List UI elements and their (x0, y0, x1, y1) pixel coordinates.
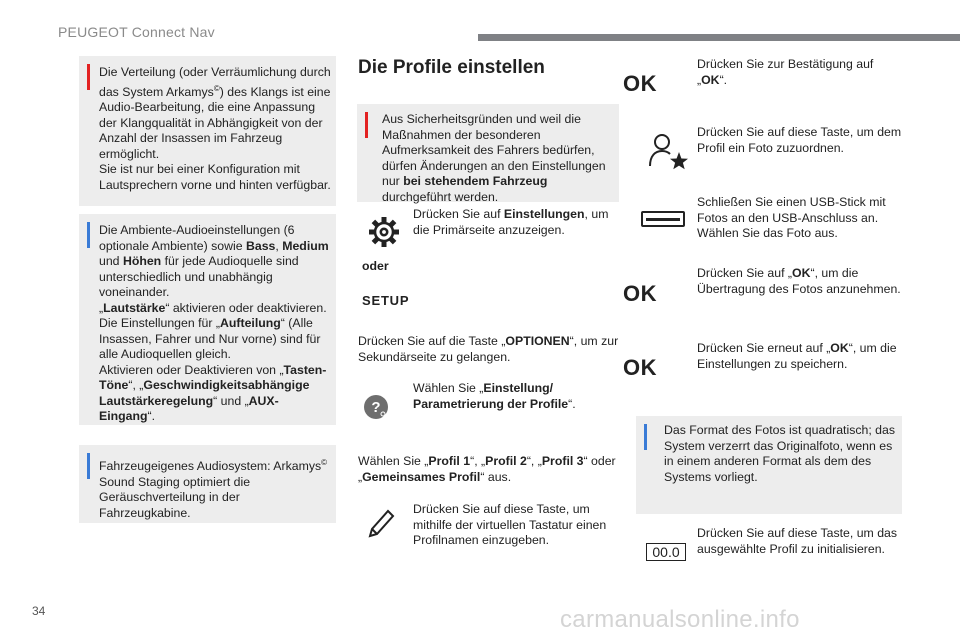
svg-text:?: ? (371, 399, 381, 416)
warning-marker (87, 64, 90, 90)
step-usb-text: Schließen Sie einen USB-Stick mit Fotos an den USB-Anschluss an. Wählen Sie das Foto aus. (697, 195, 886, 240)
pencil-edit-icon[interactable] (366, 506, 396, 540)
warning-marker (365, 112, 368, 138)
info-marker (644, 424, 647, 450)
note-box-ambience (79, 214, 336, 425)
step-confirm-text: Drücken Sie zur Bestätigung auf „OK“. (697, 57, 874, 87)
step-save-text: Drücken Sie erneut auf „OK“, um die Einstellungen zu speichern. (697, 341, 897, 371)
step-photo-text: Drücken Sie auf diese Taste, um dem Profil ein Foto zuzuordnen. (697, 125, 902, 155)
note-text: Fahrzeugeigenes Audiosystem: Arkamys© Sound Staging optimiert die Geräuschverteilung in der Fahrzeugkabine. (99, 458, 328, 520)
info-marker (87, 222, 90, 248)
header-bar (478, 34, 960, 41)
step-select-profile-text: Wählen Sie „Profil 1“, „Profil 2“, „Profil 3“ oder „Gemeinsames Profil“ aus. (358, 454, 616, 484)
ok-button[interactable]: OK (623, 281, 657, 306)
step-profile-settings-text: Wählen Sie „Einstellung/ Parametrierung der Profile“. (413, 381, 576, 411)
step-name-text: Drücken Sie auf diese Taste, um mithilfe der virtuellen Tastatur einen Profilnamen einzugeben. (413, 502, 607, 547)
ok-button[interactable]: OK (623, 355, 657, 380)
options-help-icon[interactable] (363, 394, 389, 420)
info-text: Das Format des Fotos ist quadratisch; das System verzerrt das Originalfoto, wenn es in einem anderen Format als dem des Systems vorliegt. (664, 423, 896, 484)
profile-photo-icon[interactable] (648, 132, 688, 170)
setup-button[interactable]: SETUP (362, 293, 410, 308)
step-reset-text: Drücken Sie auf diese Taste, um das ausgewählte Profil zu initialisieren. (697, 526, 898, 556)
page-number: 34 (32, 604, 46, 618)
reset-button[interactable]: 00.0 (646, 543, 686, 561)
note-text: Die Verteilung (oder Verräumlichung durch das System Arkamys©) des Klangs ist eine Audio-Bearbeitung, die eine Anpassung der Klangqualität in Abhängigkeit von der Anzahl der Insassen im Fahrzeug ermöglicht. Sie ist nur bei einer Konfiguration mit Lautsprechern vorne und hinten verfügbar. (99, 65, 331, 192)
note-text: Die Ambiente-Audioeinstellungen (6 optionale Ambiente) sowie Bass, Medium und Höhen für jede Audioquelle sind unterschiedlich und unabhängig voneinander. „Lautstärke“ aktivieren oder deaktivieren. Die Einstellungen für „Aufteilung“ (Alle Insassen, Fahrer und Nur vorne) sind für alle Audioquellen gleich. Aktivieren oder Deaktivieren von „Tasten-Töne“, „Geschwindigkeitsabhängige Lautstärkeregelung“ und „AUX-Eingang“. (99, 223, 329, 423)
info-marker (87, 453, 90, 479)
or-label: oder (362, 259, 389, 273)
warning-text: Aus Sicherheitsgründen und weil die Maßnahmen der besonderen Aufmerksamkeit des Fahrers bedürfen, dürfen Änderungen an den Einstellungen nur bei stehendem Fahrzeug durchgeführt werden. (382, 112, 606, 204)
header-title: PEUGEOT Connect Nav (58, 24, 215, 40)
step-settings-text: Drücken Sie auf Einstellungen, um die Primärseite anzuzeigen. (413, 207, 609, 237)
settings-gear-icon[interactable] (367, 215, 401, 249)
note-box-spatial (79, 56, 336, 206)
info-box-photo-format (636, 416, 902, 514)
step-accept-text: Drücken Sie auf „OK“, um die Übertragung des Fotos anzunehmen. (697, 266, 901, 296)
ok-button[interactable]: OK (623, 71, 657, 96)
usb-port-icon (641, 211, 685, 227)
step-options-text: Drücken Sie auf die Taste „OPTIONEN“, um zur Sekundärseite zu gelangen. (358, 334, 619, 364)
section-title: Die Profile einstellen (358, 57, 545, 78)
note-box-arkamys (79, 445, 336, 523)
warning-box-safety (357, 104, 619, 202)
watermark: carmanualsonline.info (560, 606, 800, 633)
